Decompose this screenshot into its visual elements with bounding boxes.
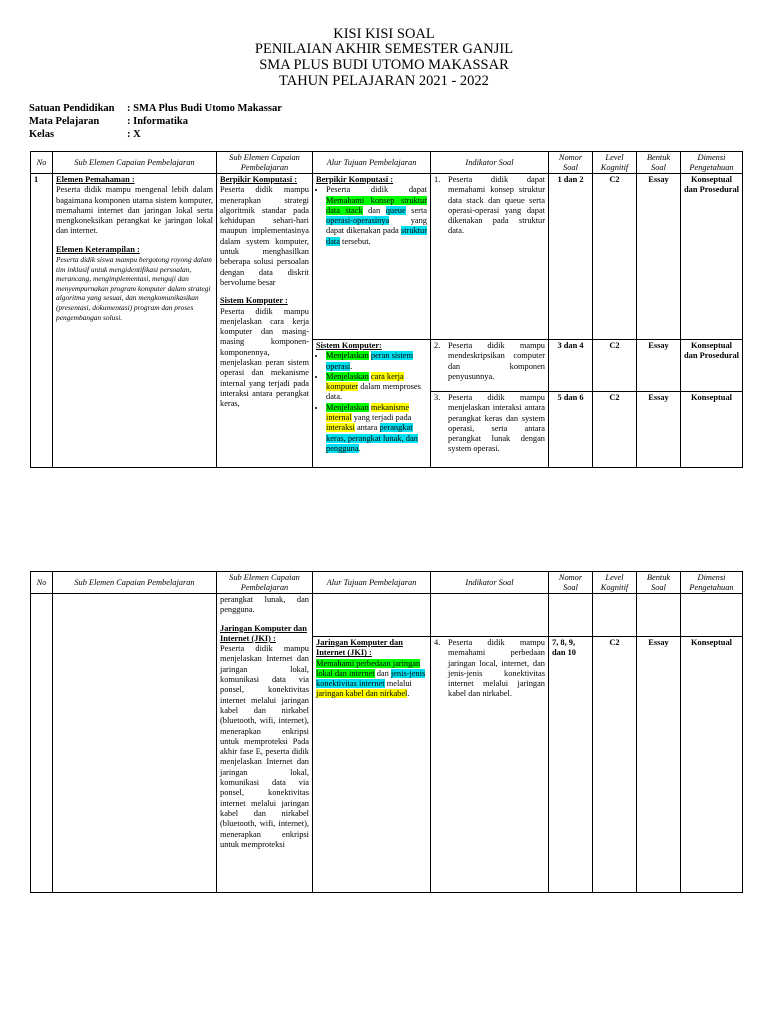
pemahaman-text: Peserta didik mampu mengenal lebih dalam bagaimana komponen utama sistem komputer, memahami internet dan jaringan lokal serta mengkoneksikan perangkat ke jaringan lokal dan internet.: [56, 185, 213, 236]
cell-indikator-2: [431, 340, 549, 392]
atp-jki-title: Jaringan Komputer dan Internet (JKI) :: [316, 638, 403, 658]
indikator-text: Peserta didik mampu menjelaskan interaksi antara perangkat keras dan system operasi, serta antara perangkat lunak dengan system operasi.: [448, 393, 545, 454]
kisi-table-page1: [30, 151, 743, 468]
cell-dimensi: Konseptual dan Prosedural: [681, 340, 743, 392]
sk-title: Sistem Komputer :: [220, 296, 288, 306]
atp2-item: • Menjelaskan peran sistem operasi.: [326, 351, 427, 372]
indikator-number: 2.: [434, 341, 441, 350]
cell-bentuk: Essay: [637, 340, 681, 392]
meta-kelas: [29, 128, 141, 141]
cell-elemen: [53, 174, 217, 468]
table-header-row: [31, 152, 743, 174]
atp1-item: • Peserta didik dapat Memahami konsep struktur data stack dan queue serta operasi-operasinya yang dapat dikenakan pada struktur data tersebut.: [326, 185, 427, 247]
cell-dimensi: Konseptual: [681, 392, 743, 468]
cell-level: C2: [593, 392, 637, 468]
col-sub-elemen-2: Sub Elemen Capaian Pembelajaran: [217, 152, 313, 174]
col-sub-elemen: Sub Elemen Capaian Pembelajaran: [53, 572, 217, 594]
col-level: Level Kognitif: [593, 572, 637, 594]
cell-nomor: 1 dan 2: [549, 174, 593, 340]
meta-value: : X: [127, 129, 141, 140]
cell-indikator-1: [431, 174, 549, 340]
cell-atp-bk: [313, 174, 431, 340]
jki-text: Peserta didik mampu menjelaskan Internet dan jaringan lokal, komunikasi data via ponsel, konektivitas internet melalui jaringan kabel dan nirkabel (bluetooth, wifi, internet), menerapkan enkripsi untuk memproteksi Pada akhir fase E, peserta didik menjelaskan Internet dan jaringan lokal, komunikasi data via ponsel, konektivitas internet melalui jaringan kabel dan nirkabel (bluetooth, wifi, internet), menerapkan enkripsi untuk memproteksi: [220, 644, 309, 849]
meta-value: : Informatika: [127, 116, 188, 127]
cell-bentuk: Essay: [637, 637, 681, 893]
col-no: No: [31, 152, 53, 174]
col-dimensi: Dimensi Pengetahuan: [681, 572, 743, 594]
bk-title: Berpikir Komputasi :: [220, 175, 298, 184]
indikator-number: 4.: [434, 638, 441, 647]
col-sub-elemen-2: Sub Elemen Capaian Pembelajaran: [217, 572, 313, 594]
doc-title-line2: PENILAIAN AKHIR SEMESTER GANJIL: [254, 41, 514, 57]
meta-label: Kelas: [29, 129, 55, 140]
atp-jki-text: Memahami perbedaan jaringan lokal dan internet dan jenis-jenis konektivitas internet melalui jaringan kabel dan nirkabel.: [316, 658, 426, 699]
sk-text: Peserta didik mampu menjelaskan cara kerja komputer dan masing-masing komponen-komponennya, menjelaskan peran sistem operasi dan mekanisme internal yang terjadi pada interaksi antara perangkat keras,: [220, 306, 309, 409]
col-sub-elemen: Sub Elemen Capaian Pembelajaran: [53, 152, 217, 174]
col-nomor: Nomor Soal: [549, 152, 593, 174]
col-no: No: [31, 572, 53, 594]
pemahaman-title: Elemen Pemahaman :: [56, 175, 135, 184]
indikator-text: Peserta didik mampu memahami perbedaan jaringan local, internet, dan jenis-jenis konektivitas internet melalui jaringan kabel dan nirkabel.: [448, 638, 545, 699]
col-bentuk: Bentuk Soal: [637, 572, 681, 594]
cell-level: C2: [593, 340, 637, 392]
atp2-title: Sistem Komputer:: [316, 341, 382, 350]
cell-atp-jki: [313, 637, 431, 893]
col-bentuk: Bentuk Soal: [637, 152, 681, 174]
indikator-text: Peserta didik mampu mendeskripsikan computer dan komponen penyusunnya.: [448, 341, 545, 381]
col-indikator: Indikator Soal: [431, 152, 549, 174]
col-indikator: Indikator Soal: [431, 572, 549, 594]
cell-sub-elemen: [217, 594, 313, 893]
bk-text: Peserta didik mampu menerapkan strategi algoritmik standar pada kehidupan sehari-hari maupun implementasinya dalam system komputer, untuk menghasilkan beberapa solusi persoalan dengan data diskrit bervolume besar: [220, 185, 309, 287]
cell-atp-sk: [313, 340, 431, 468]
col-atp: Alur Tujuan Pembelajaran: [313, 572, 431, 594]
atp2-item: • Menjelaskan cara kerja komputer dalam memproses data.: [326, 372, 427, 403]
meta-label: Mata Pelajaran: [29, 116, 100, 127]
cell-nomor: 3 dan 4: [549, 340, 593, 392]
col-atp: Alur Tujuan Pembelajaran: [313, 152, 431, 174]
kisi-table-page2: [30, 571, 743, 893]
table-header-row: [31, 572, 743, 594]
table-row: [31, 174, 743, 340]
indikator-number: 1.: [434, 175, 441, 184]
meta-satuan: [29, 102, 282, 115]
col-level: Level Kognitif: [593, 152, 637, 174]
row-number: 1: [31, 174, 53, 468]
meta-mapel: [29, 115, 188, 128]
doc-title-line3: SMA PLUS BUDI UTOMO MAKASSAR: [259, 57, 509, 73]
atp1-title: Berpikir Komputasi :: [316, 175, 394, 184]
table-row: [31, 594, 743, 637]
cell-nomor: 5 dan 6: [549, 392, 593, 468]
cell-nomor: 7, 8, 9, dan 10: [549, 637, 593, 893]
cell-bentuk: Essay: [637, 392, 681, 468]
indikator-number: 3.: [434, 393, 441, 402]
doc-title-line4: TAHUN PELAJARAN 2021 - 2022: [279, 73, 489, 89]
keterampilan-text: Peserta didik siswa mampu bergotong royong dalam tim inklusif untuk mengidentifikasi persoalan, merancang, mengimplementasi, menguji dan menyempurnakan program komputer dalam strategi algoritma yang sesuai, dan mengkomunikasikan (presentasi, dokumentasi) program dan proses pengembangan solusi.: [56, 255, 212, 322]
col-dimensi: Dimensi Pengetahuan: [681, 152, 743, 174]
atp2-item: • Menjelaskan mekanisme internal yang terjadi pada interaksi antara perangkat keras, perangkat lunak, dan pengguna.: [326, 403, 427, 454]
cell-sub-elemen: [217, 174, 313, 468]
indikator-text: Peserta didik dapat memahami konsep struktur data stack dan queue serta operasi-operasi yang dapat dikenakan pada struktur data.: [448, 175, 545, 236]
col-nomor: Nomor Soal: [549, 572, 593, 594]
cell-dimensi: Konseptual dan Prosedural: [681, 174, 743, 340]
cell-dimensi: Konseptual: [681, 637, 743, 893]
meta-label: Satuan Pendidikan: [29, 103, 115, 114]
cell-level: C2: [593, 637, 637, 893]
meta-value: : SMA Plus Budi Utomo Makassar: [127, 103, 282, 114]
keterampilan-title: Elemen Keterampilan :: [56, 244, 140, 254]
cell-indikator-3: [431, 392, 549, 468]
cell-indikator-4: [431, 637, 549, 893]
sk-text-continued: perangkat lunak, dan pengguna.: [220, 595, 309, 615]
cell-bentuk: Essay: [637, 174, 681, 340]
doc-title-line1: KISI KISI SOAL: [333, 26, 435, 42]
cell-level: C2: [593, 174, 637, 340]
jki-title: Jaringan Komputer dan Internet (JKI) :: [220, 623, 307, 643]
